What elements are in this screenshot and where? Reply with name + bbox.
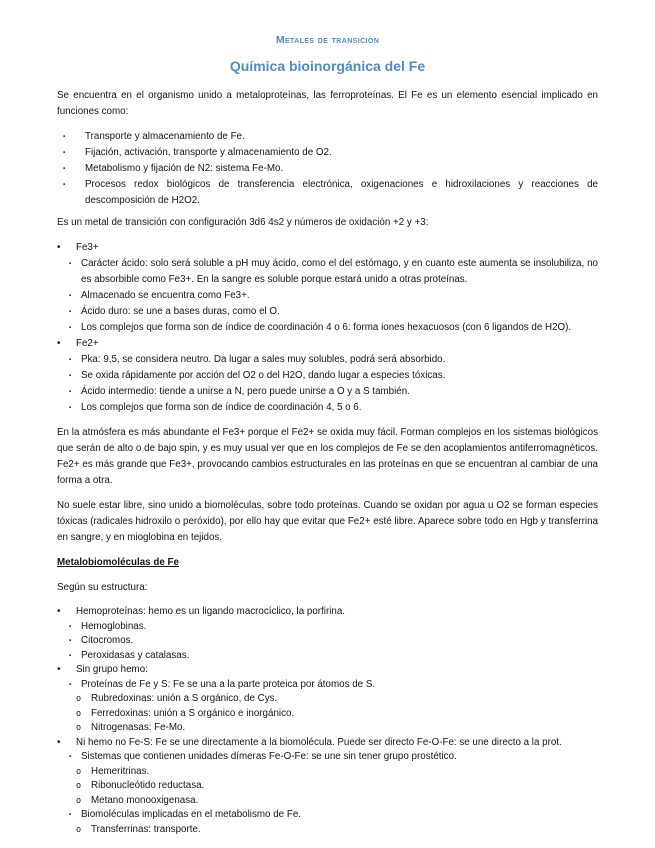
circle-bullet-icon: o [76, 824, 82, 835]
section-heading [57, 555, 598, 571]
list-item [57, 808, 598, 823]
list-item-fe3 [57, 240, 598, 256]
list-item-text: Ribonucleótido reductasa. [91, 780, 205, 791]
square-bullet-icon: ▪ [63, 133, 66, 140]
list-item-text: Almacenado se encuentra como Fe3+. [81, 290, 250, 301]
list-item-hemoproteins [57, 605, 598, 620]
circle-bullet-icon: o [76, 723, 82, 733]
list-item-text: Sin grupo hemo: [76, 664, 148, 675]
functions-list [57, 129, 598, 209]
circle-bullet-icon: o [76, 781, 82, 791]
list-item-text: Nitrogenasas: Fe-Mo. [91, 722, 186, 733]
list-item-text: Hemeritrinas. [91, 765, 150, 777]
square-bullet-icon: ▪ [69, 680, 72, 688]
list-item [57, 256, 598, 288]
list-item [57, 145, 598, 161]
circle-bullet-icon: o [76, 694, 82, 704]
list-item-text: Ferredoxinas: unión a S orgánico e inorgánico. [91, 707, 295, 719]
list-item-text: Carácter ácido: solo será soluble a pH muy ácido, como el del estómago, y en cuanto este aumenta se insolubiliza, no es absorbible como Fe3+. En la sangre es soluble porque estará unido a otras proteínas. [81, 258, 598, 285]
list-item-text: Metano monooxigenasa. [91, 794, 199, 806]
list-item-text: Metabolismo y fijación de N2: sistema Fe-Mo. [85, 163, 284, 174]
intro-paragraph: Se encuentra en el organismo unido a metaloproteínas, las ferroproteínas. El Fe es un elemento esencial implicado en funciones como: [57, 90, 598, 117]
list-item-text: Se oxida rápidamente por acción del O2 o del H2O, dando lugar a especies tóxicas. [81, 370, 446, 381]
square-bullet-icon: ▪ [69, 372, 72, 379]
list-item [57, 384, 598, 400]
list-item-text: Ácido intermedio: tiende a unirse a N, pero puede unirse a O y a S también. [81, 386, 410, 397]
round-bullet-icon: • [57, 664, 61, 675]
list-item-text: Biomoléculas implicadas en el metabolismo de Fe. [81, 809, 301, 820]
list-item-text: Ni hemo no Fe-S: Fe se une directamente a la biomolécula. Puede ser directo Fe-O-Fe: se une directo a la prot. [76, 736, 562, 748]
list-item [57, 320, 598, 336]
list-item [57, 177, 598, 209]
page-title: Química bioinorgánica del Fe [229, 58, 426, 74]
list-item-text: Proteínas de Fe y S: Fe se una a la parte proteica por átomos de S. [81, 678, 376, 690]
list-item [57, 678, 598, 693]
square-bullet-icon: ▪ [69, 811, 72, 818]
list-item-text: Citocromos. [81, 635, 134, 646]
list-item-text: Hemoglobinas. [81, 620, 147, 632]
list-item-text: Ácido duro: se une a bases duras, como el O. [81, 306, 280, 317]
list-item [57, 692, 598, 707]
oxidation-states-list [57, 240, 598, 416]
round-bullet-icon: • [57, 242, 61, 253]
square-bullet-icon: ▪ [63, 165, 66, 172]
square-bullet-icon: ▪ [69, 356, 72, 363]
atmosphere-paragraph: En la atmósfera es más abundante el Fe3+ porque el Fe2+ se oxida muy fácil. Forman complejos en los sistemas biológicos que serán de alto o de bajo spin, y es muy usual ver que en los complejos de Fe se den acoplamientos antiferromagnéticos. Fe2+ es más grande que Fe3+, provocando cambios estructurales en las proteínas en que se encuentran al cambiar de una forma a otra. [57, 427, 598, 486]
list-item [57, 750, 598, 765]
square-bullet-icon: ▪ [69, 753, 72, 760]
list-item [57, 288, 598, 304]
list-item-text: Los complejos que forma son de índice de coordinación 4, 5 o 6. [81, 402, 362, 413]
square-bullet-icon: ▪ [69, 622, 72, 630]
circle-bullet-icon: o [76, 766, 82, 777]
square-bullet-icon: ▪ [69, 292, 72, 299]
list-item-text: Fe2+ [76, 338, 99, 349]
list-item-text: Los complejos que forma son de índice de coordinación 4 o 6: forma iones hexacuosos (con 6 ligandos de H2O). [81, 322, 572, 333]
list-item-text: Fe3+ [76, 242, 99, 253]
list-item-text: Peroxidasas y catalasas. [81, 649, 190, 661]
square-bullet-icon: ▪ [63, 149, 66, 156]
round-bullet-icon: • [57, 606, 61, 617]
list-item [57, 352, 598, 368]
square-bullet-icon: ▪ [69, 324, 72, 331]
list-item-non-heme [57, 663, 598, 678]
square-bullet-icon: ▪ [69, 404, 72, 411]
list-item [57, 721, 598, 736]
list-item [57, 620, 598, 635]
list-item-fe2 [57, 336, 598, 352]
list-item [57, 634, 598, 649]
list-item-text: Transporte y almacenamiento de Fe. [85, 131, 245, 142]
list-item-text: Fijación, activación, transporte y almacenamiento de O2. [85, 147, 332, 158]
config-paragraph: Es un metal de transición con configuración 3d6 4s2 y números de oxidación +2 y +3: [57, 217, 429, 228]
free-iron-paragraph: No suele estar libre, sino unido a biomoléculas, sobre todo proteínas. Cuando se oxidan por agua u O2 se forman especies tóxicas (radicales hidroxilo o peróxido), por ello hay que evitar que Fe2+ esté libre. Aparece sobre todo en Hgb y transferrina en sangre, y en mioglobina en tejidos. [57, 500, 598, 543]
section-heading-text: Metalobiomoléculas de Fe [57, 557, 179, 568]
list-item-text: Procesos redox biológicos de transferencia electrónica, oxigenaciones e hidroxilaciones y reacciones de descomposición de H2O2. [85, 179, 598, 206]
list-item-text: Hemoproteínas: hemo es un ligando macrocíclico, la porfirina. [76, 606, 346, 617]
list-item-text: Pka: 9,5, se considera neutro. Da lugar a sales muy solubles, podrá será absorbido. [81, 354, 446, 365]
circle-bullet-icon: o [76, 708, 82, 719]
list-item [57, 779, 598, 794]
circle-bullet-icon: o [76, 795, 82, 806]
list-item [57, 765, 598, 780]
square-bullet-icon: ▪ [69, 388, 72, 395]
list-item [57, 707, 598, 722]
list-item [57, 400, 598, 416]
metallobiomolecules-list [57, 605, 598, 837]
list-item [57, 649, 598, 664]
structure-intro: Según su estructura: [57, 582, 148, 593]
list-item [57, 129, 598, 145]
square-bullet-icon: ▪ [63, 181, 66, 188]
square-bullet-icon: ▪ [69, 260, 72, 267]
square-bullet-icon: ▪ [69, 651, 72, 659]
list-item [57, 161, 598, 177]
round-bullet-icon: • [57, 338, 61, 349]
round-bullet-icon: • [57, 736, 61, 748]
list-item [57, 823, 598, 838]
list-item [57, 794, 598, 809]
list-item-text: Rubredoxinas: unión a S orgánico, de Cys. [91, 693, 278, 704]
list-item-text: Transferrinas: transporte. [91, 823, 201, 835]
square-bullet-icon: ▪ [69, 637, 72, 644]
list-item-ni-heme [57, 736, 598, 751]
list-item [57, 368, 598, 384]
kicker-heading: Metales de transición [275, 34, 380, 46]
list-item-text: Sistemas que contienen unidades dímeras Fe-O-Fe: se une sin tener grupo prostético. [81, 751, 457, 762]
square-bullet-icon: ▪ [69, 308, 72, 315]
list-item [57, 304, 598, 320]
